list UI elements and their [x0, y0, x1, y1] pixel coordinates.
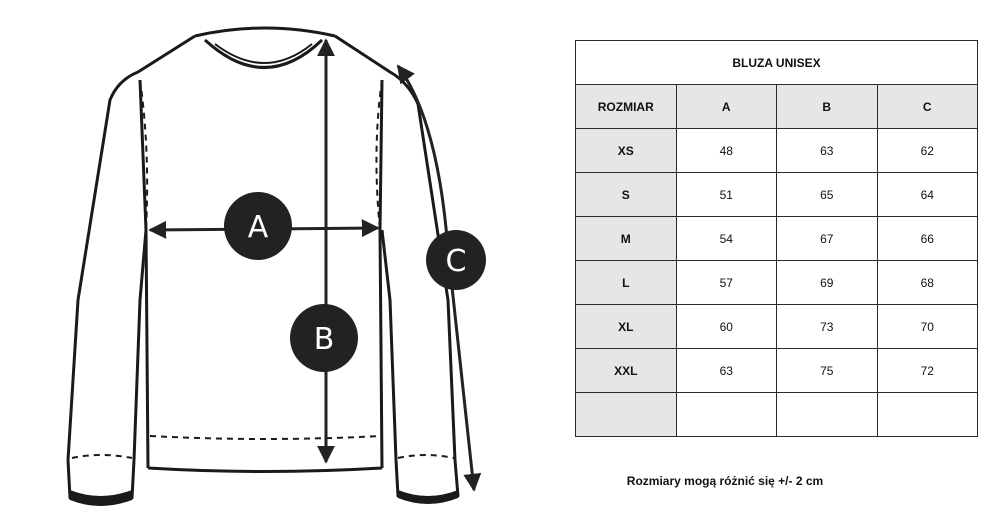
value-a-cell [676, 393, 777, 437]
badge-b [290, 304, 358, 372]
value-c-cell: 66 [877, 217, 978, 261]
value-b-cell: 67 [777, 217, 878, 261]
value-a-cell: 51 [676, 173, 777, 217]
table-title-row [576, 41, 978, 85]
size-cell: XL [576, 305, 677, 349]
value-c-cell: 64 [877, 173, 978, 217]
badge-c [426, 230, 486, 290]
size-cell [576, 393, 677, 437]
value-b-cell: 63 [777, 129, 878, 173]
table-row [576, 349, 978, 393]
table-row [576, 261, 978, 305]
header-size: ROZMIAR [576, 85, 677, 129]
value-b-cell: 73 [777, 305, 878, 349]
table-title: BLUZA UNISEX [576, 41, 978, 85]
table-row-empty [576, 393, 978, 437]
value-a-cell: 60 [676, 305, 777, 349]
value-c-cell: 72 [877, 349, 978, 393]
value-c-cell: 70 [877, 305, 978, 349]
sweatshirt-outline [68, 28, 458, 504]
dashed-seams [72, 80, 454, 458]
value-a-cell: 63 [676, 349, 777, 393]
size-chart-table [575, 40, 978, 437]
size-cell: L [576, 261, 677, 305]
value-b-cell: 69 [777, 261, 878, 305]
header-a: A [676, 85, 777, 129]
value-b-cell [777, 393, 878, 437]
badge-c-label: C [445, 244, 467, 279]
right-cuff-fill [398, 490, 458, 504]
value-a-cell: 54 [676, 217, 777, 261]
left-cuff-fill [70, 490, 132, 506]
value-c-cell: 62 [877, 129, 978, 173]
value-a-cell: 48 [676, 129, 777, 173]
header-b: B [777, 85, 878, 129]
table-row [576, 173, 978, 217]
table-row [576, 129, 978, 173]
value-a-cell: 57 [676, 261, 777, 305]
badge-b-label: B [313, 322, 335, 357]
size-cell: M [576, 217, 677, 261]
table-row [576, 305, 978, 349]
header-c: C [877, 85, 978, 129]
badge-a-label: A [247, 210, 269, 245]
value-b-cell: 65 [777, 173, 878, 217]
size-cell: XS [576, 129, 677, 173]
size-cell: XXL [576, 349, 677, 393]
size-tolerance-note: Rozmiary mogą różnić się +/- 2 cm [626, 474, 824, 488]
size-cell: S [576, 173, 677, 217]
value-c-cell: 68 [877, 261, 978, 305]
table-header-row [576, 85, 978, 129]
value-c-cell [877, 393, 978, 437]
table-row [576, 217, 978, 261]
value-b-cell: 75 [777, 349, 878, 393]
badge-a [224, 192, 292, 260]
